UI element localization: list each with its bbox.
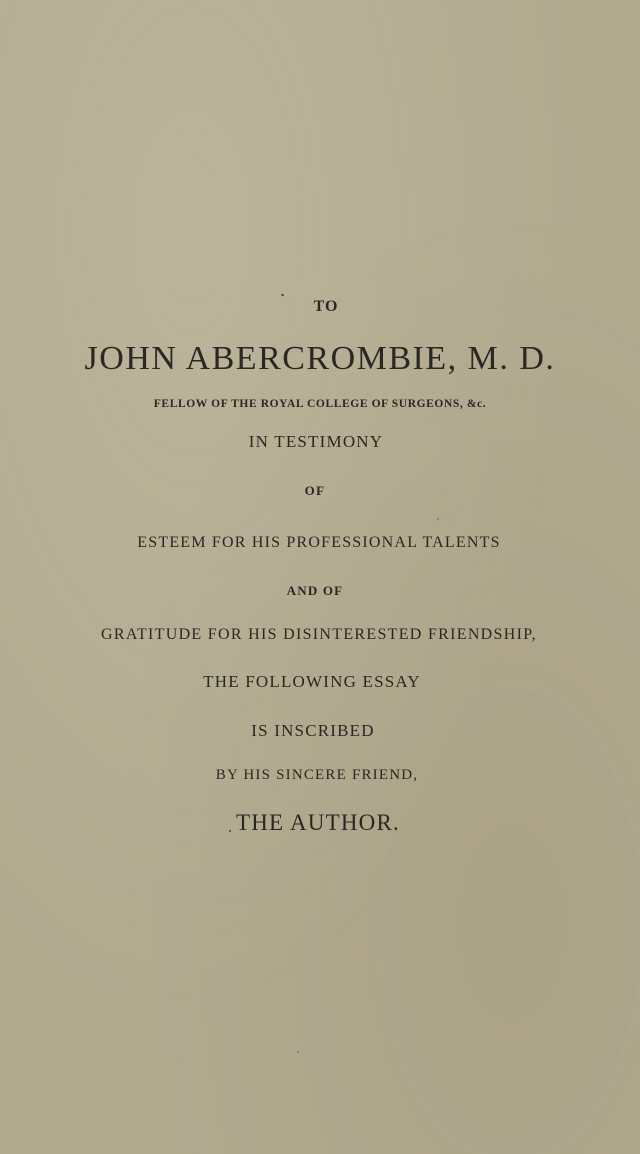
dedicatee-title: FELLOW OF THE ROYAL COLLEGE OF SURGEONS, &c. — [153, 398, 487, 410]
line-esteem: ESTEEM FOR HIS PROFESSIONAL TALENTS — [137, 534, 501, 551]
dedicatee-name: JOHN ABERCROMBIE, M. D. — [84, 340, 556, 377]
line-and-of: AND OF — [286, 583, 344, 598]
paper-speck — [297, 1051, 299, 1053]
paper-speck — [229, 830, 231, 832]
paper-speck — [281, 293, 285, 296]
dedication-to: TO — [313, 298, 339, 315]
line-in-testimony: IN TESTIMONY — [248, 432, 384, 451]
line-of: OF — [304, 483, 326, 498]
line-gratitude: GRATITUDE FOR HIS DISINTERESTED FRIENDSHIP, — [101, 626, 537, 643]
line-by-friend: BY HIS SINCERE FRIEND, — [215, 767, 419, 783]
paper-speck — [437, 518, 439, 520]
line-is-inscribed: IS INSCRIBED — [251, 721, 375, 740]
line-following-essay: THE FOLLOWING ESSAY — [203, 672, 421, 691]
signature-author: THE AUTHOR. — [236, 810, 400, 835]
